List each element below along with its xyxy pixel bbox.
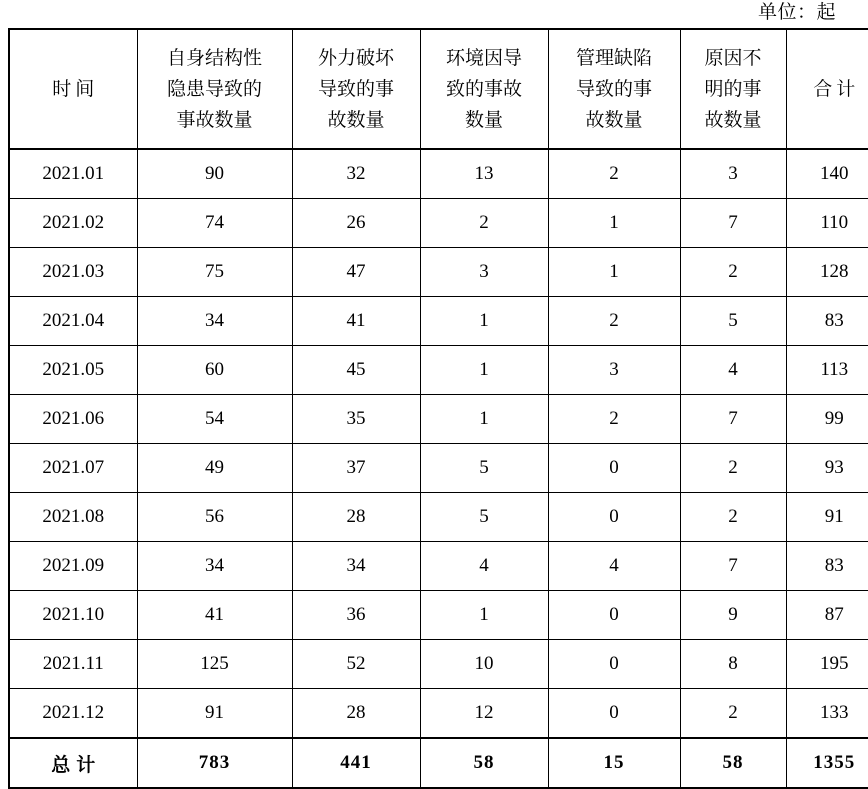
cell-total-sum: 1355: [786, 738, 868, 788]
cell-environment: 10: [420, 640, 548, 689]
table-row: [9, 395, 868, 444]
column-header-environment: 环境因导 致的事故 数量: [420, 29, 548, 149]
cell-time: 2021.12: [9, 689, 137, 739]
cell-time: 2021.06: [9, 395, 137, 444]
column-header-total: 合计: [786, 29, 868, 149]
cell-total: 93: [786, 444, 868, 493]
cell-time: 2021.09: [9, 542, 137, 591]
cell-time: 2021.01: [9, 149, 137, 199]
cell-environment: 1: [420, 297, 548, 346]
cell-environment: 1: [420, 346, 548, 395]
cell-structural: 49: [137, 444, 292, 493]
cell-total: 83: [786, 542, 868, 591]
cell-management: 0: [548, 444, 680, 493]
cell-external: 26: [292, 199, 420, 248]
table-body: [9, 149, 868, 788]
table-row: [9, 689, 868, 739]
cell-total-environment: 58: [420, 738, 548, 788]
cell-time: 2021.07: [9, 444, 137, 493]
cell-time: 2021.10: [9, 591, 137, 640]
cell-total-external: 441: [292, 738, 420, 788]
cell-management: 2: [548, 395, 680, 444]
cell-external: 47: [292, 248, 420, 297]
cell-structural: 74: [137, 199, 292, 248]
cell-time: 2021.05: [9, 346, 137, 395]
cell-structural: 34: [137, 542, 292, 591]
cell-unknown: 7: [680, 199, 786, 248]
column-header-time: 时间: [9, 29, 137, 149]
cell-environment: 5: [420, 444, 548, 493]
cell-unknown: 2: [680, 689, 786, 739]
cell-structural: 90: [137, 149, 292, 199]
cell-structural: 75: [137, 248, 292, 297]
cell-unknown: 2: [680, 493, 786, 542]
table-row: [9, 591, 868, 640]
cell-time: 2021.03: [9, 248, 137, 297]
cell-total-label: 总计: [9, 738, 137, 788]
column-header-external: 外力破坏 导致的事 故数量: [292, 29, 420, 149]
cell-management: 1: [548, 248, 680, 297]
accident-statistics-table: [8, 28, 868, 789]
cell-time: 2021.02: [9, 199, 137, 248]
cell-management: 4: [548, 542, 680, 591]
table-row: [9, 444, 868, 493]
cell-external: 28: [292, 689, 420, 739]
cell-structural: 125: [137, 640, 292, 689]
cell-unknown: 5: [680, 297, 786, 346]
column-header-structural: 自身结构性 隐患导致的 事故数量: [137, 29, 292, 149]
cell-structural: 60: [137, 346, 292, 395]
cell-external: 36: [292, 591, 420, 640]
cell-external: 37: [292, 444, 420, 493]
cell-management: 1: [548, 199, 680, 248]
column-header-unknown: 原因不 明的事 故数量: [680, 29, 786, 149]
cell-environment: 13: [420, 149, 548, 199]
cell-time: 2021.04: [9, 297, 137, 346]
cell-total: 113: [786, 346, 868, 395]
cell-unknown: 8: [680, 640, 786, 689]
cell-unknown: 9: [680, 591, 786, 640]
cell-total: 83: [786, 297, 868, 346]
cell-environment: 5: [420, 493, 548, 542]
cell-total-unknown: 58: [680, 738, 786, 788]
cell-total: 140: [786, 149, 868, 199]
table-total-row: [9, 738, 868, 788]
column-header-management: 管理缺陷 导致的事 故数量: [548, 29, 680, 149]
cell-management: 2: [548, 297, 680, 346]
cell-environment: 12: [420, 689, 548, 739]
table-row: [9, 199, 868, 248]
cell-total: 195: [786, 640, 868, 689]
cell-structural: 41: [137, 591, 292, 640]
cell-total: 110: [786, 199, 868, 248]
cell-environment: 1: [420, 591, 548, 640]
cell-total-structural: 783: [137, 738, 292, 788]
table-row: [9, 542, 868, 591]
cell-total: 87: [786, 591, 868, 640]
cell-environment: 3: [420, 248, 548, 297]
cell-total-management: 15: [548, 738, 680, 788]
cell-management: 0: [548, 591, 680, 640]
cell-structural: 34: [137, 297, 292, 346]
cell-structural: 54: [137, 395, 292, 444]
cell-management: 0: [548, 689, 680, 739]
cell-external: 45: [292, 346, 420, 395]
cell-total: 128: [786, 248, 868, 297]
table-header: [9, 29, 868, 149]
cell-structural: 91: [137, 689, 292, 739]
table-row: [9, 297, 868, 346]
cell-unknown: 4: [680, 346, 786, 395]
unit-note: 单位：起: [757, 2, 836, 23]
cell-management: 0: [548, 640, 680, 689]
cell-environment: 2: [420, 199, 548, 248]
cell-management: 0: [548, 493, 680, 542]
table-row: [9, 640, 868, 689]
table-row: [9, 149, 868, 199]
cell-structural: 56: [137, 493, 292, 542]
cell-external: 32: [292, 149, 420, 199]
cell-unknown: 2: [680, 444, 786, 493]
cell-unknown: 2: [680, 248, 786, 297]
cell-total: 91: [786, 493, 868, 542]
table-row: [9, 346, 868, 395]
cell-unknown: 3: [680, 149, 786, 199]
header-row: [9, 29, 868, 149]
cell-external: 41: [292, 297, 420, 346]
cell-time: 2021.11: [9, 640, 137, 689]
table-row: [9, 493, 868, 542]
cell-unknown: 7: [680, 395, 786, 444]
cell-external: 34: [292, 542, 420, 591]
cell-total: 133: [786, 689, 868, 739]
cell-total: 99: [786, 395, 868, 444]
cell-external: 28: [292, 493, 420, 542]
cell-time: 2021.08: [9, 493, 137, 542]
cell-environment: 4: [420, 542, 548, 591]
cell-unknown: 7: [680, 542, 786, 591]
cell-external: 35: [292, 395, 420, 444]
table-row: [9, 248, 868, 297]
cell-external: 52: [292, 640, 420, 689]
cell-environment: 1: [420, 395, 548, 444]
cell-management: 3: [548, 346, 680, 395]
cell-management: 2: [548, 149, 680, 199]
